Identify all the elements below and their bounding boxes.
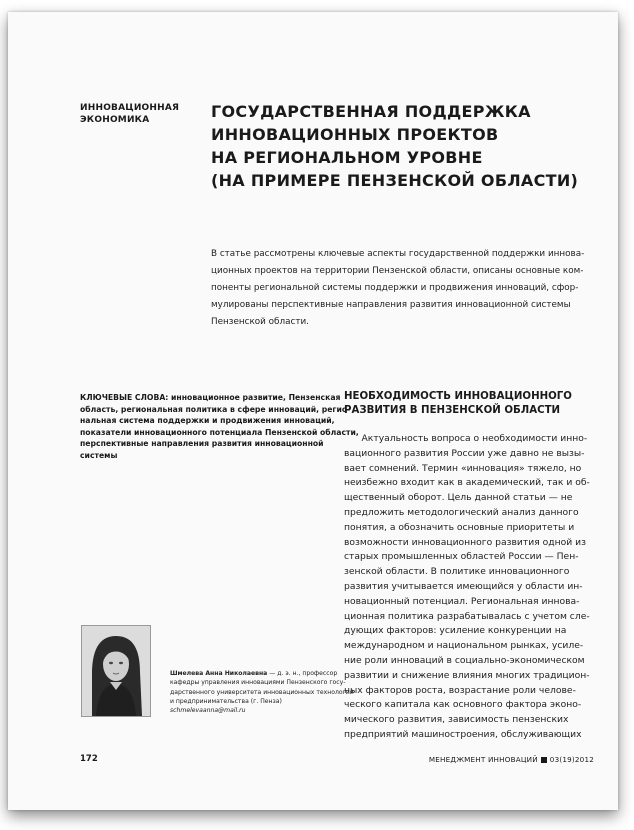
body-text: [344, 432, 594, 743]
author-info: [170, 669, 354, 715]
keywords-line: перспективные направления развития инновационной: [80, 439, 324, 448]
abstract-line: ционных проектов на территории Пензенской области, описаны основные ком-: [211, 266, 584, 276]
body-line: новационный потенциал. Региональная иннова-: [344, 595, 580, 607]
keywords-line: нальная система поддержки и продвижения инноваций,: [80, 416, 335, 425]
body-line: развития учитывается имеющийся у области ин-: [344, 580, 583, 592]
body-line: мического развития, зависимость пензенских: [344, 714, 569, 726]
body-line: предложить методологический анализ данного: [344, 506, 579, 518]
body-line: возможности инновационного развития одной из: [344, 536, 587, 548]
body-line: международном и национальном рынках, усиле-: [344, 640, 584, 652]
keywords-line: показатели инновационного потенциала Пензенской области,: [80, 427, 359, 437]
body-line: щественный оборот. Цель данной статьи — не: [344, 492, 573, 504]
body-line: предприятий машиностроения, обслуживающих: [344, 728, 582, 740]
square-separator-icon: [541, 757, 547, 763]
section-heading: [344, 390, 604, 418]
body-line: Актуальность вопроса о необходимости инно-: [344, 433, 588, 444]
keywords: [80, 392, 359, 461]
heading-line: РАЗВИТИЯ В ПЕНЗЕНСКОЙ ОБЛАСТИ: [344, 405, 561, 416]
author-line: — д. э. н., профессор: [267, 670, 338, 677]
author-first-line: [170, 669, 340, 678]
keywords-line: область, региональная политика в сфере инноваций, регио-: [80, 404, 351, 414]
title-line: ИННОВАЦИОННЫХ ПРОЕКТОВ: [211, 125, 499, 144]
page-number: 172: [80, 754, 98, 764]
section-label-line: ИННОВАЦИОННАЯ: [80, 103, 180, 113]
body-line: вает сомнений. Термин «инновация» тяжело, но: [344, 462, 582, 474]
journal-footer: [429, 755, 594, 764]
body-line: старых промышленных областей России — Пен-: [344, 551, 579, 563]
heading-line: НЕОБХОДИМОСТЬ ИННОВАЦИОННОГО: [344, 391, 572, 402]
keywords-line: системы: [80, 450, 118, 460]
body-line: развитии и снижение влияния многих традицион-: [344, 669, 590, 681]
journal-name: МЕНЕДЖМЕНТ ИННОВАЦИЙ: [428, 755, 538, 764]
body-line: ных факторов роста, возрастание роли челове-: [344, 684, 576, 696]
author-portrait-icon: [82, 626, 150, 716]
title-line: НА РЕГИОНАЛЬНОМ УРОВНЕ: [211, 148, 483, 167]
section-label: [80, 102, 200, 126]
author-line: и предпринимательства (г. Пенза): [170, 697, 282, 705]
abstract-line: В статье рассмотрены ключевые аспекты государственной поддержки иннова-: [211, 249, 585, 259]
body-line: неизбежно входит как в академический, так и об-: [344, 477, 590, 489]
body-line: ческого капитала как основного фактора эконо-: [344, 699, 582, 711]
body-line: дующих факторов: усиление конкуренции на: [344, 625, 567, 637]
author-line: дарственного университета инновационных технологий: [170, 688, 354, 696]
body-line: ние роли инноваций в социально-экономическом: [344, 654, 585, 666]
author-line: кафедры управления инновациями Пензенского госу-: [170, 679, 346, 687]
title-line: (НА ПРИМЕРЕ ПЕНЗЕНСКОЙ ОБЛАСТИ): [211, 171, 579, 190]
article-title: [211, 100, 601, 192]
abstract-line: Пензенской области.: [211, 317, 309, 327]
abstract-line: поненты региональной системы поддержки и продвижения инноваций, сфор-: [211, 283, 579, 293]
abstract: [211, 246, 595, 331]
author-name: Шмелева Анна Николаевна: [170, 670, 268, 677]
title-line: ГОСУДАРСТВЕННАЯ ПОДДЕРЖКА: [211, 102, 531, 121]
author-email[interactable]: schmelevaanna@mail.ru: [170, 707, 246, 715]
journal-issue: 03(19)2012: [549, 755, 594, 764]
section-label-line: ЭКОНОМИКА: [80, 115, 150, 125]
author-photo: [81, 625, 151, 717]
magazine-page: [8, 12, 618, 810]
body-line: вационного развития России уже давно не вызы-: [344, 447, 585, 459]
body-line: ционная политика разрабатывалась с учетом сле-: [344, 610, 590, 622]
body-line: понятия, а обозначить основные приоритеты и: [344, 521, 575, 533]
keywords-line: КЛЮЧЕВЫЕ СЛОВА: инновационное развитие, Пензенская: [80, 393, 341, 402]
abstract-line: мулированы перспективные направления развития инновационной системы: [211, 300, 571, 310]
body-line: зенской области. В политике инновационного: [344, 566, 570, 578]
